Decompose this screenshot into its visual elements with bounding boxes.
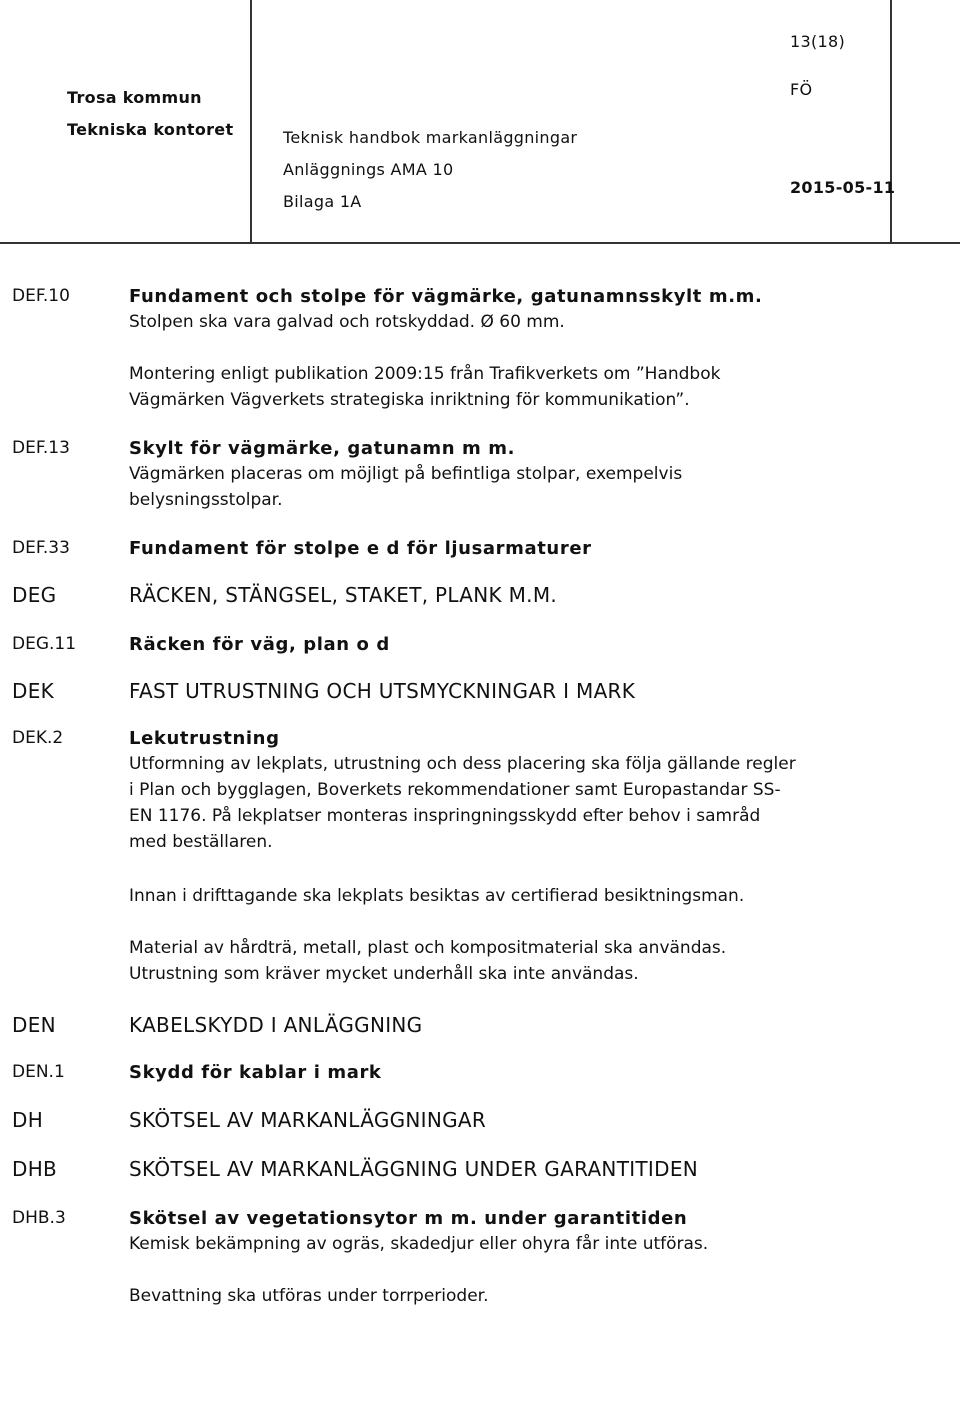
section-heading-def10: Fundament och stolpe för vägmärke, gatunamnsskylt m.m. bbox=[129, 286, 763, 307]
document-date: 2015-05-11 bbox=[790, 178, 896, 197]
section-heading-dek: FAST UTRUSTNING OCH UTSMYCKNINGAR I MARK bbox=[129, 679, 636, 703]
dek2-paragraph3-line1: Material av hårdträ, metall, plast och kompositmaterial ska användas. bbox=[129, 938, 727, 958]
section-code-dek: DEK bbox=[12, 679, 55, 703]
dek2-paragraph1-line3: EN 1176. På lekplatser monteras inspringningsskydd efter behov i samråd bbox=[129, 806, 761, 826]
dek2-paragraph1-line4: med beställaren. bbox=[129, 832, 273, 852]
header-divider-left bbox=[250, 0, 252, 244]
organization-name: Trosa kommun bbox=[67, 88, 202, 107]
section-heading-dek2: Lekutrustning bbox=[129, 728, 280, 749]
def13-text-line2: belysningsstolpar. bbox=[129, 490, 283, 510]
page-number: 13(18) bbox=[790, 32, 846, 51]
section-heading-dh: SKÖTSEL AV MARKANLÄGGNINGAR bbox=[129, 1108, 487, 1132]
section-code-dh: DH bbox=[12, 1108, 44, 1132]
section-code-dhb: DHB bbox=[12, 1157, 58, 1181]
dhb3-text-line1: Kemisk bekämpning av ogräs, skadedjur eller ohyra får inte utföras. bbox=[129, 1234, 709, 1254]
handbook-subtitle: Anläggnings AMA 10 bbox=[283, 160, 454, 179]
section-code-den1: DEN.1 bbox=[12, 1062, 65, 1082]
handbook-appendix: Bilaga 1A bbox=[283, 192, 362, 211]
section-heading-dhb3: Skötsel av vegetationsytor m m. under garantitiden bbox=[129, 1208, 688, 1229]
def10-text-line1: Stolpen ska vara galvad och rotskyddad. Ø 60 mm. bbox=[129, 312, 565, 332]
section-code-def13: DEF.13 bbox=[12, 438, 70, 458]
section-code-dhb3: DHB.3 bbox=[12, 1208, 66, 1228]
section-code-deg11: DEG.11 bbox=[12, 634, 77, 654]
handbook-title: Teknisk handbok markanläggningar bbox=[283, 128, 578, 147]
section-heading-deg: RÄCKEN, STÄNGSEL, STAKET, PLANK M.M. bbox=[129, 583, 558, 607]
section-code-den: DEN bbox=[12, 1013, 56, 1037]
dek2-paragraph1-line2: i Plan och bygglagen, Boverkets rekommendationer samt Europastandar SS- bbox=[129, 780, 781, 800]
def10-text-line2: Montering enligt publikation 2009:15 från Trafikverkets om ”Handbok bbox=[129, 364, 721, 384]
header-divider-right bbox=[890, 0, 892, 244]
section-heading-den: KABELSKYDD I ANLÄGGNING bbox=[129, 1013, 423, 1037]
section-heading-def13: Skylt för vägmärke, gatunamn m m. bbox=[129, 438, 516, 459]
document-type: FÖ bbox=[790, 80, 813, 99]
section-code-def10: DEF.10 bbox=[12, 286, 70, 306]
section-heading-def33: Fundament för stolpe e d för ljusarmaturer bbox=[129, 538, 592, 559]
def13-text-line1: Vägmärken placeras om möjligt på befintliga stolpar, exempelvis bbox=[129, 464, 683, 484]
section-code-deg: DEG bbox=[12, 583, 57, 607]
section-heading-dhb: SKÖTSEL AV MARKANLÄGGNING UNDER GARANTITIDEN bbox=[129, 1157, 699, 1181]
section-heading-deg11: Räcken för väg, plan o d bbox=[129, 634, 390, 655]
section-code-def33: DEF.33 bbox=[12, 538, 70, 558]
section-code-dek2: DEK.2 bbox=[12, 728, 64, 748]
dek2-paragraph2: Innan i drifttagande ska lekplats besiktas av certifierad besiktningsman. bbox=[129, 886, 745, 906]
department-name: Tekniska kontoret bbox=[67, 120, 234, 139]
section-heading-den1: Skydd för kablar i mark bbox=[129, 1062, 382, 1083]
dek2-paragraph3-line2: Utrustning som kräver mycket underhåll ska inte användas. bbox=[129, 964, 639, 984]
header-rule bbox=[0, 242, 960, 244]
dhb3-paragraph2: Bevattning ska utföras under torrperioder. bbox=[129, 1286, 489, 1306]
def10-text-line3: Vägmärken Vägverkets strategiska inriktning för kommunikation”. bbox=[129, 390, 690, 410]
dek2-paragraph1-line1: Utformning av lekplats, utrustning och dess placering ska följa gällande regler bbox=[129, 754, 796, 774]
